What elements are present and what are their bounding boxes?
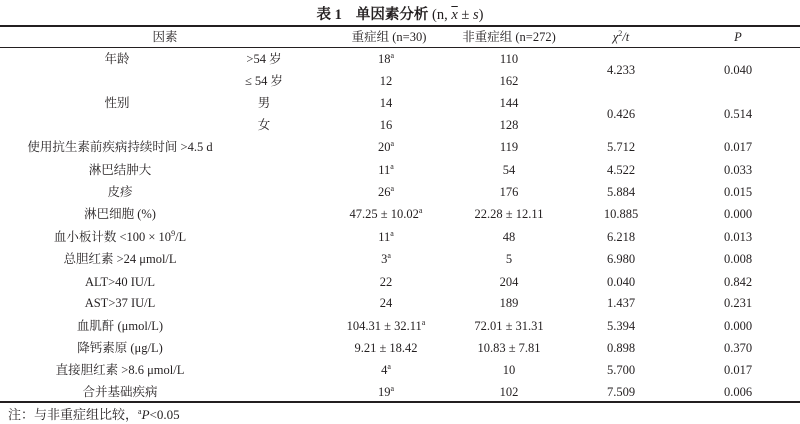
- row-stat: 0.898: [606, 341, 636, 355]
- row-p: 0.000: [723, 319, 753, 333]
- row-severe-value: 16: [379, 118, 393, 132]
- row-severe: [380, 274, 393, 290]
- row-factor-text: 降钙素原 (μg/L): [77, 341, 163, 355]
- row-nonsevere: 176: [499, 185, 519, 199]
- note-prefix: 注：与非重症组比较，: [8, 407, 139, 422]
- caption-mean: $\overline{x}$: [451, 7, 458, 23]
- row-factor-text: 使用抗生素前疾病持续时间 >4.5 d: [27, 140, 213, 154]
- row-severe-value: 3: [381, 252, 388, 266]
- row-factor: [56, 362, 185, 378]
- row-factor-text: 年龄: [104, 52, 130, 66]
- row-severe-value: 26: [377, 185, 391, 199]
- row-severe: [380, 117, 393, 133]
- row-severe-value: 22: [379, 275, 393, 289]
- row-stat: 5.394: [606, 319, 636, 333]
- row-p: 0.033: [723, 163, 753, 177]
- row-severe-value: 11: [378, 163, 391, 177]
- row-severe-value: 12: [379, 74, 393, 88]
- row-stat: 5.884: [606, 185, 636, 199]
- age-stat: 4.233: [606, 63, 636, 77]
- chi-sup: 2: [618, 29, 623, 38]
- row-subgroup: 女: [257, 118, 271, 132]
- row-p: 0.370: [723, 341, 753, 355]
- row-severe-sup: a: [387, 362, 391, 371]
- row-severe: [378, 184, 394, 200]
- row-severe-sup: a: [418, 206, 423, 215]
- row-nonsevere: 189: [499, 296, 519, 310]
- row-p: 0.017: [723, 140, 753, 154]
- row-factor-text: 皮疹: [107, 185, 133, 199]
- row-factor: [84, 206, 156, 222]
- row-stat: 0.040: [606, 275, 636, 289]
- row-factor-text: ALT>40 IU/L: [84, 275, 156, 289]
- row-severe-value: 14: [379, 96, 393, 110]
- row-nonsevere: 102: [499, 385, 519, 399]
- row-factor: [89, 162, 152, 178]
- row-stat: 6.218: [606, 230, 636, 244]
- row-severe-value: 20: [377, 140, 391, 154]
- row-factor-text: 合并基础疾病: [82, 385, 158, 399]
- row-p: 0.008: [723, 252, 753, 266]
- row-factor: [77, 318, 163, 334]
- row-factor-text: 血肌酐 (μmol/L): [76, 319, 164, 333]
- row-nonsevere: 119: [499, 140, 519, 154]
- row-p: 0.842: [723, 275, 753, 289]
- row-severe: [378, 51, 394, 67]
- row-p: 0.015: [723, 185, 753, 199]
- row-severe-value: 4: [381, 363, 388, 377]
- row-factor: [82, 384, 157, 400]
- row-stat: 7.509: [606, 385, 636, 399]
- row-p: 0.017: [723, 363, 753, 377]
- row-subgroup: ≤ 54 岁: [244, 74, 284, 88]
- top-rule: [0, 25, 800, 27]
- row-severe-value: 19: [377, 385, 391, 399]
- table-number: 表 1: [316, 7, 342, 23]
- header-p: P: [734, 30, 742, 44]
- row-factor: [85, 295, 156, 311]
- row-severe-value: 11: [378, 230, 391, 244]
- row-severe-sup: a: [387, 251, 391, 260]
- row-severe: [378, 139, 394, 155]
- row-severe: [378, 229, 394, 245]
- row-severe-value: 9.21 ± 18.42: [354, 341, 418, 355]
- row-severe: [381, 362, 391, 378]
- row-stat: 6.980: [606, 252, 636, 266]
- row-subgroup: 男: [257, 96, 271, 110]
- row-factor: [107, 184, 132, 200]
- row-severe-sup: a: [390, 139, 395, 148]
- header-rule: [0, 47, 800, 48]
- caption-pm: ±: [457, 7, 473, 23]
- row-severe-value: 18: [377, 52, 391, 66]
- row-factor: [104, 95, 129, 111]
- row-stat: 4.522: [606, 163, 636, 177]
- row-nonsevere: 54: [502, 163, 516, 177]
- chi-tail: /t: [622, 30, 630, 44]
- row-nonsevere: 128: [499, 118, 519, 132]
- row-severe: [378, 162, 394, 178]
- row-factor-tail: /L: [175, 230, 187, 244]
- row-factor-text: 总胆红素 >24 μmol/L: [63, 252, 177, 266]
- row-nonsevere: 162: [499, 74, 519, 88]
- table-caption: [0, 3, 800, 24]
- row-factor: [85, 274, 155, 290]
- row-severe-value: 104.31 ± 32.11: [346, 319, 422, 333]
- row-stat: 5.712: [606, 140, 636, 154]
- row-nonsevere: 204: [499, 275, 519, 289]
- row-stat: 1.437: [606, 296, 636, 310]
- row-severe-sup: a: [390, 184, 395, 193]
- row-subgroup: >54 岁: [246, 52, 282, 66]
- row-factor-text: 性别: [104, 96, 130, 110]
- sex-stat: 0.426: [606, 107, 636, 121]
- row-factor: [27, 139, 212, 155]
- row-factor: [77, 340, 163, 356]
- row-severe: [380, 73, 393, 89]
- row-severe: [354, 340, 417, 356]
- row-nonsevere: 72.01 ± 31.31: [474, 319, 544, 333]
- caption-params: (n,: [432, 7, 452, 23]
- row-nonsevere: 10: [502, 363, 516, 377]
- bottom-rule: [0, 401, 800, 403]
- header-factor: 因素: [152, 30, 178, 44]
- row-severe-sup: a: [421, 318, 426, 327]
- row-factor-text: AST>37 IU/L: [84, 296, 156, 310]
- row-p: 0.231: [723, 296, 753, 310]
- row-severe-value: 47.25 ± 10.02: [349, 207, 419, 221]
- header-nonsevere: 非重症组 (n=272): [462, 30, 556, 44]
- row-severe-value: 24: [379, 296, 393, 310]
- row-severe-sup: a: [390, 229, 394, 238]
- sex-p: 0.514: [723, 107, 753, 121]
- row-factor-text: 淋巴结肿大: [88, 163, 152, 177]
- row-nonsevere: 5: [505, 252, 513, 266]
- chi-symbol: χ: [612, 30, 619, 44]
- caption-close: ): [478, 7, 484, 23]
- row-p: 0.006: [723, 385, 753, 399]
- age-p: 0.040: [723, 63, 753, 77]
- row-factor-text: 直接胆红素 >8.6 μmol/L: [55, 363, 185, 377]
- row-factor: [63, 251, 176, 267]
- row-nonsevere: 10.83 ± 7.81: [477, 341, 541, 355]
- row-nonsevere: 110: [499, 52, 519, 66]
- row-factor-sup: 9: [171, 229, 176, 238]
- row-stat: 5.700: [606, 363, 636, 377]
- row-severe: [350, 206, 423, 222]
- row-factor-text: 血小板计数 <100 × 10: [53, 230, 172, 244]
- row-severe-sup: a: [390, 51, 395, 60]
- header-chi-t: [613, 29, 629, 45]
- note-p: P: [141, 407, 150, 422]
- row-severe-sup: a: [390, 162, 394, 171]
- table-title: 单因素分析: [355, 7, 429, 23]
- row-p: 0.000: [723, 207, 753, 221]
- row-severe: [380, 295, 393, 311]
- note-suffix: <0.05: [149, 407, 180, 422]
- row-severe: [378, 384, 394, 400]
- row-nonsevere: 144: [499, 96, 519, 110]
- row-factor: [54, 229, 186, 245]
- row-severe: [347, 318, 426, 334]
- table-footnote: [8, 404, 180, 423]
- row-factor: [104, 51, 129, 67]
- caption-sd: s: [473, 7, 479, 23]
- row-severe: [381, 251, 391, 267]
- row-severe: [380, 95, 393, 111]
- row-p: 0.013: [723, 230, 753, 244]
- row-factor-text: 淋巴细胞 (%): [84, 207, 156, 221]
- row-nonsevere: 48: [502, 230, 516, 244]
- row-stat: 10.885: [603, 207, 639, 221]
- header-severe: 重症组 (n=30): [351, 30, 427, 44]
- row-severe-sup: a: [390, 384, 395, 393]
- row-nonsevere: 22.28 ± 12.11: [474, 207, 544, 221]
- note-sup: a: [138, 407, 142, 416]
